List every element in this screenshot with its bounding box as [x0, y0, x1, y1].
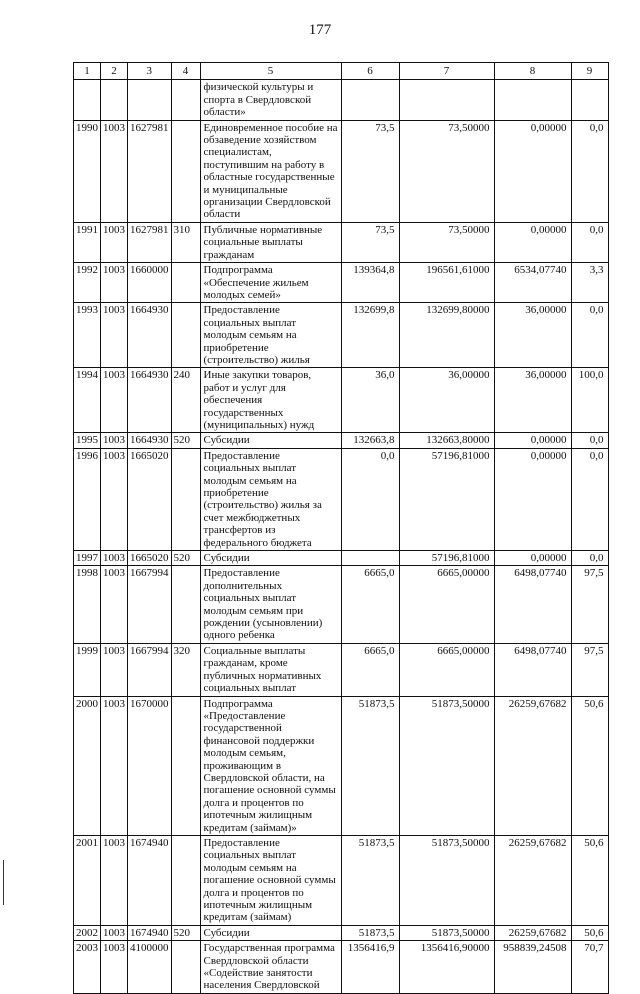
table-row — [74, 696, 609, 835]
header-cell: 4 — [171, 63, 200, 80]
cell-c7: 6665,00000 — [399, 643, 494, 696]
cell-c4 — [171, 303, 200, 368]
cell-c8: 6534,07740 — [494, 263, 571, 303]
cell-c7: 1356416,90000 — [399, 941, 494, 994]
cell-c5: Предоставление социальных выплат молодым семьям на погашение основной суммы долга и процентов по ипотечным жилищным кредитам (займам) — [200, 835, 341, 925]
cell-c6: 139364,8 — [341, 263, 399, 303]
table-row — [74, 80, 609, 120]
cell-c4 — [171, 941, 200, 994]
table-row — [74, 263, 609, 303]
cell-c1: 2003 — [74, 941, 101, 994]
cell-c8 — [494, 80, 571, 120]
cell-c6: 73,5 — [341, 120, 399, 222]
cell-c9: 50,6 — [571, 696, 608, 835]
cell-c1: 1999 — [74, 643, 101, 696]
cell-c5: Публичные нормативные социальные выплаты гражданам — [200, 222, 341, 262]
cell-c9: 70,7 — [571, 941, 608, 994]
cell-c1: 1994 — [74, 368, 101, 433]
cell-c6 — [341, 80, 399, 120]
cell-c1: 1997 — [74, 551, 101, 566]
cell-c4 — [171, 263, 200, 303]
table-row — [74, 551, 609, 566]
header-row — [74, 63, 609, 80]
cell-c5: Предоставление дополнительных социальных выплат молодым семьям при рождении (усыновлении) одного ребенка — [200, 566, 341, 643]
cell-c1: 2002 — [74, 925, 101, 940]
cell-c3: 1627981 — [128, 222, 172, 262]
cell-c7: 132663,80000 — [399, 433, 494, 448]
cell-c1: 1993 — [74, 303, 101, 368]
table-row — [74, 368, 609, 433]
budget-table — [73, 62, 609, 994]
cell-c8: 0,00000 — [494, 120, 571, 222]
cell-c7: 51873,50000 — [399, 925, 494, 940]
cell-c2: 1003 — [101, 448, 128, 550]
cell-c3: 1674940 — [128, 925, 172, 940]
cell-c1: 2001 — [74, 835, 101, 925]
cell-c2: 1003 — [101, 696, 128, 835]
table-row — [74, 925, 609, 940]
cell-c8: 26259,67682 — [494, 925, 571, 940]
cell-c2: 1003 — [101, 566, 128, 643]
cell-c3: 1667994 — [128, 566, 172, 643]
table-row — [74, 303, 609, 368]
cell-c9: 50,6 — [571, 925, 608, 940]
cell-c8: 0,00000 — [494, 433, 571, 448]
cell-c2: 1003 — [101, 222, 128, 262]
cell-c4 — [171, 696, 200, 835]
cell-c7: 57196,81000 — [399, 551, 494, 566]
cell-c1: 2000 — [74, 696, 101, 835]
header-cell: 3 — [128, 63, 172, 80]
cell-c7: 36,00000 — [399, 368, 494, 433]
cell-c1: 1991 — [74, 222, 101, 262]
cell-c2: 1003 — [101, 433, 128, 448]
cell-c9 — [571, 80, 608, 120]
cell-c5: Предоставление социальных выплат молодым семьям на приобретение (строительство) жилья — [200, 303, 341, 368]
cell-c9: 0,0 — [571, 448, 608, 550]
cell-c1: 1990 — [74, 120, 101, 222]
cell-c7 — [399, 80, 494, 120]
cell-c6: 132663,8 — [341, 433, 399, 448]
cell-c5: Субсидии — [200, 551, 341, 566]
cell-c3 — [128, 80, 172, 120]
header-cell: 9 — [571, 63, 608, 80]
cell-c9: 50,6 — [571, 835, 608, 925]
header-cell: 8 — [494, 63, 571, 80]
cell-c7: 73,50000 — [399, 222, 494, 262]
cell-c3: 1665020 — [128, 448, 172, 550]
cell-c7: 57196,81000 — [399, 448, 494, 550]
table-row — [74, 120, 609, 222]
cell-c5: Субсидии — [200, 433, 341, 448]
table-row — [74, 448, 609, 550]
cell-c2: 1003 — [101, 120, 128, 222]
cell-c7: 51873,50000 — [399, 696, 494, 835]
cell-c1: 1996 — [74, 448, 101, 550]
table-row — [74, 835, 609, 925]
cell-c5: Государственная программа Свердловской области «Содействие занятости населения Свердловской — [200, 941, 341, 994]
cell-c9: 0,0 — [571, 222, 608, 262]
cell-c2: 1003 — [101, 835, 128, 925]
cell-c1 — [74, 80, 101, 120]
cell-c2: 1003 — [101, 925, 128, 940]
header-cell: 1 — [74, 63, 101, 80]
cell-c4: 520 — [171, 433, 200, 448]
cell-c5: Социальные выплаты гражданам, кроме публичных нормативных социальных выплат — [200, 643, 341, 696]
cell-c6: 51873,5 — [341, 696, 399, 835]
cell-c5: Подпрограмма «Обеспечение жильем молодых семей» — [200, 263, 341, 303]
cell-c9: 0,0 — [571, 551, 608, 566]
cell-c7: 73,50000 — [399, 120, 494, 222]
cell-c5: Подпрограмма «Предоставление государственной финансовой поддержки молодым семьям, проживающим в Свердловской области, на погашение основной суммы долга и процентов по ипотечным жилищным кредитам (займам)» — [200, 696, 341, 835]
cell-c4: 320 — [171, 643, 200, 696]
cell-c6: 6665,0 — [341, 643, 399, 696]
cell-c4: 520 — [171, 551, 200, 566]
cell-c8: 26259,67682 — [494, 835, 571, 925]
table-row — [74, 643, 609, 696]
cell-c3: 1670000 — [128, 696, 172, 835]
cell-c6: 6665,0 — [341, 566, 399, 643]
cell-c1: 1998 — [74, 566, 101, 643]
cell-c7: 196561,61000 — [399, 263, 494, 303]
header-cell: 6 — [341, 63, 399, 80]
header-cell: 5 — [200, 63, 341, 80]
cell-c3: 1660000 — [128, 263, 172, 303]
cell-c6: 51873,5 — [341, 925, 399, 940]
cell-c8: 6498,07740 — [494, 566, 571, 643]
cell-c6: 0,0 — [341, 448, 399, 550]
cell-c1: 1995 — [74, 433, 101, 448]
cell-c8: 0,00000 — [494, 551, 571, 566]
cell-c9: 97,5 — [571, 643, 608, 696]
table-row — [74, 941, 609, 994]
cell-c4 — [171, 120, 200, 222]
cell-c4 — [171, 80, 200, 120]
header-cell: 7 — [399, 63, 494, 80]
cell-c4 — [171, 835, 200, 925]
cell-c2 — [101, 80, 128, 120]
cell-c6: 132699,8 — [341, 303, 399, 368]
cell-c5: Предоставление социальных выплат молодым семьям на приобретение (строительство) жилья за счет межбюджетных трансфертов из федерального бюджета — [200, 448, 341, 550]
cell-c5: Единовременное пособие на обзаведение хозяйством специалистам, поступившим на работу в областные государственные и муниципальные организации Свердловской области — [200, 120, 341, 222]
scan-edge-mark — [3, 860, 4, 905]
cell-c3: 1664930 — [128, 368, 172, 433]
page-number: 177 — [308, 22, 332, 38]
cell-c7: 6665,00000 — [399, 566, 494, 643]
cell-c9: 100,0 — [571, 368, 608, 433]
cell-c6: 73,5 — [341, 222, 399, 262]
cell-c8: 0,00000 — [494, 222, 571, 262]
cell-c2: 1003 — [101, 551, 128, 566]
cell-c2: 1003 — [101, 941, 128, 994]
cell-c8: 26259,67682 — [494, 696, 571, 835]
cell-c8: 0,00000 — [494, 448, 571, 550]
cell-c9: 3,3 — [571, 263, 608, 303]
table-row — [74, 433, 609, 448]
cell-c4: 240 — [171, 368, 200, 433]
cell-c7: 132699,80000 — [399, 303, 494, 368]
cell-c5: физической культуры и спорта в Свердловской области» — [200, 80, 341, 120]
cell-c6: 36,0 — [341, 368, 399, 433]
cell-c2: 1003 — [101, 643, 128, 696]
cell-c7: 51873,50000 — [399, 835, 494, 925]
cell-c6: 1356416,9 — [341, 941, 399, 994]
cell-c1: 1992 — [74, 263, 101, 303]
cell-c4: 520 — [171, 925, 200, 940]
cell-c4 — [171, 448, 200, 550]
cell-c9: 0,0 — [571, 303, 608, 368]
cell-c2: 1003 — [101, 303, 128, 368]
cell-c5: Иные закупки товаров, работ и услуг для обеспечения государственных (муниципальных) нужд — [200, 368, 341, 433]
cell-c9: 97,5 — [571, 566, 608, 643]
cell-c2: 1003 — [101, 368, 128, 433]
cell-c6 — [341, 551, 399, 566]
cell-c3: 1667994 — [128, 643, 172, 696]
cell-c9: 0,0 — [571, 120, 608, 222]
table-row — [74, 566, 609, 643]
cell-c3: 1664930 — [128, 303, 172, 368]
cell-c8: 958839,24508 — [494, 941, 571, 994]
cell-c5: Субсидии — [200, 925, 341, 940]
cell-c4 — [171, 566, 200, 643]
cell-c3: 4100000 — [128, 941, 172, 994]
cell-c6: 51873,5 — [341, 835, 399, 925]
cell-c3: 1665020 — [128, 551, 172, 566]
cell-c8: 36,00000 — [494, 368, 571, 433]
cell-c2: 1003 — [101, 263, 128, 303]
cell-c3: 1664930 — [128, 433, 172, 448]
cell-c9: 0,0 — [571, 433, 608, 448]
cell-c8: 36,00000 — [494, 303, 571, 368]
cell-c3: 1627981 — [128, 120, 172, 222]
cell-c4: 310 — [171, 222, 200, 262]
table-row — [74, 222, 609, 262]
cell-c8: 6498,07740 — [494, 643, 571, 696]
cell-c3: 1674940 — [128, 835, 172, 925]
header-cell: 2 — [101, 63, 128, 80]
